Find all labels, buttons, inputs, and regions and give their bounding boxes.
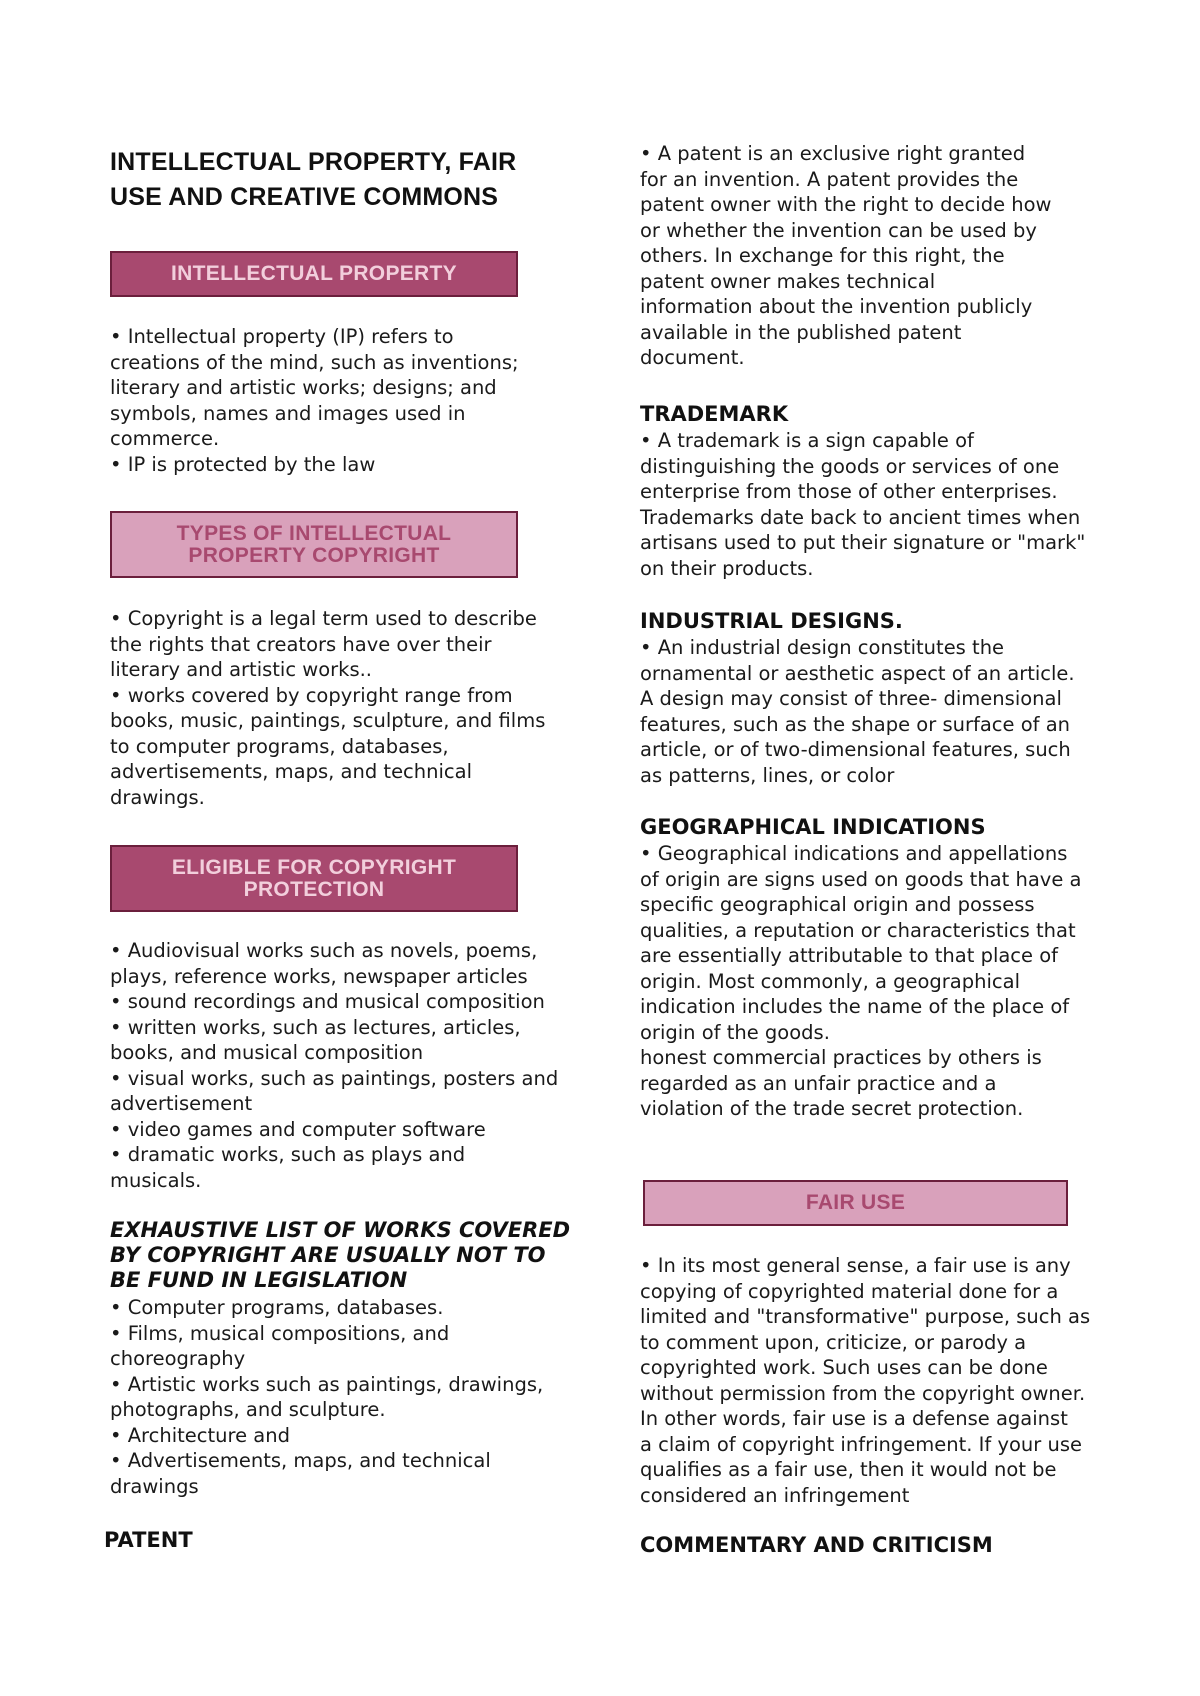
- ip-paragraph: • Intellectual property (IP) refers to creations of the mind, such as inventions; literary and artistic works; designs; and symbols, names and images used in commerce. • IP is protected by the law: [110, 325, 519, 476]
- trademark-paragraph: • A trademark is a sign capable of distinguishing the goods or services of one enterprise from those of other enterprises. Trademarks date back to ancient times when artisans used to put their signature or "mark" on their products.: [640, 429, 1086, 580]
- exhaustive-paragraph: • Computer programs, databases. • Films, musical compositions, and choreography • Artistic works such as paintings, drawings, photographs, and sculpture. • Architecture and • Advertisements, maps, and technical drawings: [110, 1296, 544, 1498]
- patent-paragraph: • A patent is an exclusive right granted for an invention. A patent provides the patent owner with the right to decide how or whether the invention can be used by others. In exchange for this right, the patent owner makes technical information about the invention publicly available in the published patent document.: [640, 142, 1052, 369]
- band-intellectual-property: [110, 251, 518, 297]
- document-title: [110, 145, 590, 215]
- band-types-line-1: TYPES OF INTELLECTUAL: [176, 521, 452, 545]
- band-types-line-2: PROPERTY COPYRIGHT: [188, 543, 440, 567]
- title-line-2: USE AND CREATIVE COMMONS: [110, 183, 499, 211]
- band-types-of-ip: [110, 511, 518, 578]
- industrial-designs-heading: INDUSTRIAL DESIGNS.: [640, 609, 903, 633]
- band-fair-use: [643, 1180, 1068, 1226]
- eligible-paragraph: • Audiovisual works such as novels, poems, plays, reference works, newspaper articles • sound recordings and musical composition • written works, such as lectures, articles, books, and musical composition • visual works, such as paintings, posters and advertisement • video games and computer software • dramatic works, such as plays and musicals.: [110, 939, 559, 1192]
- band-eligible-line-1: ELIGIBLE FOR COPYRIGHT: [171, 855, 457, 879]
- exhaustive-heading: EXHAUSTIVE LIST OF WORKS COVERED BY COPYRIGHT ARE USUALLY NOT TO BE FUND IN LEGISLATION: [110, 1218, 571, 1292]
- copyright-paragraph: • Copyright is a legal term used to describe the rights that creators have over their literary and artistic works.. • works covered by copyright range from books, music, paintings, sculpture, and films to computer programs, databases, advertisements, maps, and technical drawings.: [110, 607, 546, 809]
- band-eligible: [110, 845, 518, 912]
- fair-use-paragraph: • In its most general sense, a fair use is any copying of copyrighted material done for a limited and "transformative" purpose, such as to comment upon, criticize, or parody a copyrighted work. Such uses can be done without permission from the copyright owner. In other words, fair use is a defense against a claim of copyright infringement. If your use qualifies as a fair use, then it would not be considered an infringement: [640, 1254, 1091, 1507]
- band-eligible-line-2: PROTECTION: [243, 877, 385, 901]
- industrial-designs-paragraph: • An industrial design constitutes the ornamental or aesthetic aspect of an article. A design may consist of three- dimensional features, such as the shape or surface of an article, or of two-dimensional features, such as patterns, lines, or color: [640, 636, 1075, 787]
- geographical-indications-heading: GEOGRAPHICAL INDICATIONS: [640, 815, 986, 839]
- geographical-indications-paragraph: • Geographical indications and appellations of origin are signs used on goods that have a specific geographical origin and possess qualities, a reputation or characteristics that are essentially attributable to that place of origin. Most commonly, a geographical indication includes the name of the place of origin of the goods. honest commercial practices by others is regarded as an unfair practice and a violation of the trade secret protection.: [640, 842, 1082, 1120]
- trademark-heading: TRADEMARK: [640, 402, 789, 426]
- band-intellectual-property-label: INTELLECTUAL PROPERTY: [171, 262, 457, 285]
- title-line-1: INTELLECTUAL PROPERTY, FAIR: [110, 148, 517, 176]
- commentary-heading: COMMENTARY AND CRITICISM: [640, 1533, 993, 1557]
- patent-heading: PATENT: [104, 1528, 193, 1552]
- band-fair-use-label: FAIR USE: [805, 1191, 906, 1214]
